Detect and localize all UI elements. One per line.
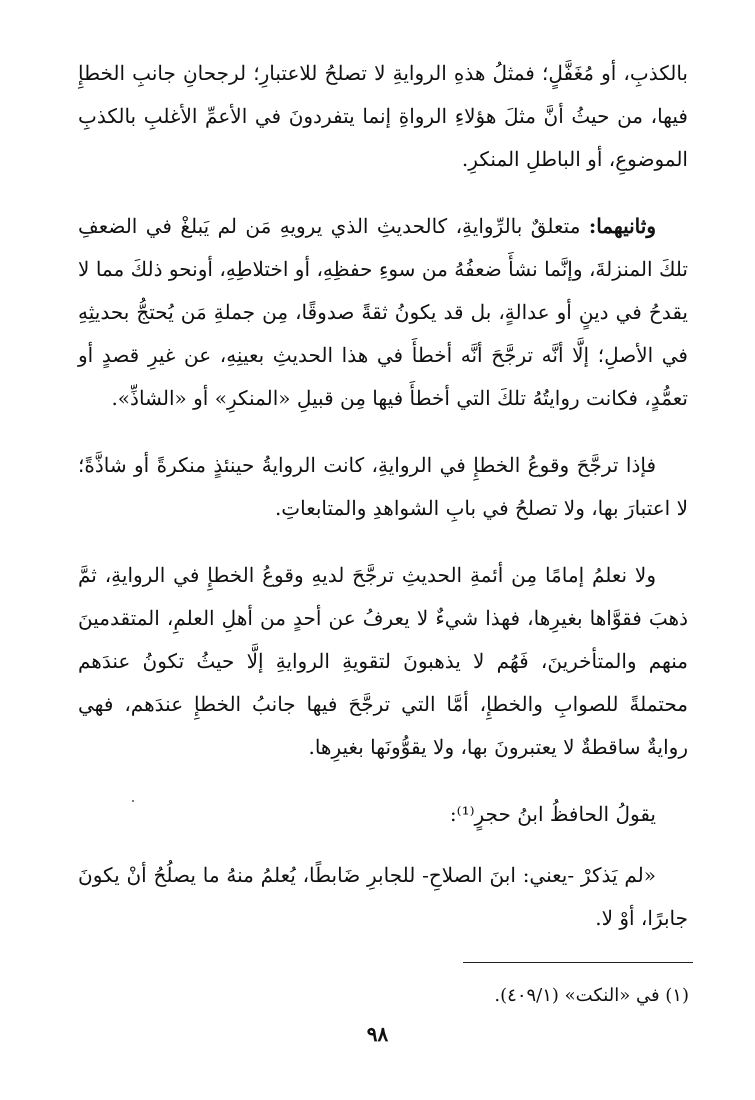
paragraph-1: بالكذبِ، أو مُغَفَّلٍ؛ فمثلُ هذهِ الروايةِ لا تصلحُ للاعتبارِ؛ لرجحانِ جانبِ الخطإِ فيها، من حيثُ أنَّ مثلَ هؤلاءِ الرواةِ إنما يتفردونَ في الأعمِّ الأغلبِ بالكذبِ الموضوعِ، أو الباطلِ المنكرِ.: [78, 61, 688, 171]
paragraph-2: [78, 205, 688, 420]
paragraph-2-lead: وثانيهما:: [588, 214, 656, 238]
paragraph-4: ولا نعلمُ إمامًا مِن أئمةِ الحديثِ ترجَّحَ لديهِ وقوعُ الخطإِ في الروايةِ، ثمَّ ذهبَ فقوَّاها بغيرِها، فهذا شيءٌ لا يعرفُ عن أحدٍ من أهلِ العلمِ، المتقدمينَ منهم والمتأخرينَ، فَهُم لا يذهبونَ لتقويةِ الروايةِ إلَّا حيثُ تكونُ عندَهم محتملةً للصوابِ والخطإِ، أمَّا التي ترجَّحَ فيها جانبُ الخطإِ عندَهم، فهي روايةٌ ساقطةٌ لا يعتبرونَ بها، ولا يقوُّونَها بغيرِها.: [78, 563, 688, 759]
paragraph-3: فإذا ترجَّحَ وقوعُ الخطإِ في الروايةِ، كانت الروايةُ حينئذٍ منكرةً أو شاذَّةً؛ لا اعتبارَ بها، ولا تصلحُ في بابِ الشواهدِ والمتابعاتِ.: [78, 453, 688, 520]
paragraph-6: «لم يَذكرْ -يعني: ابنَ الصلاحِ- للجابرِ ضَابطًا، يُعلمُ منهُ ما يصلُحُ أنْ يكونَ جابرًا، أوْ لا.: [78, 863, 688, 930]
page-number: ٩٨: [366, 1022, 389, 1046]
main-text: [78, 52, 688, 964]
footnote: (١) في «النكت» (٤٠٩/١).: [494, 985, 689, 1006]
print-speck: [132, 800, 134, 802]
footnote-divider: [463, 962, 693, 963]
paragraph-2-body: متعلقٌ بالرِّوايةِ، كالحديثِ الذي يرويهِ مَن لم يَبلغْ في الضعفِ تلكَ المنزلةَ، وإنَّما نشأَ ضعفُهُ من سوءِ حفظِهِ، أو اختلاطِهِ، أونحو ذلكَ مما لا يقدحُ في دينٍ أو عدالةٍ، بل قد يكونُ ثقةً صدوقًا، مِن جملةِ مَن يُحتجُّ بحديثِهِ في الأصلِ؛ إلَّا أنَّه ترجَّحَ أنَّه أخطأَ في هذا الحديثِ بعينِهِ، عن غيرِ قصدٍ أو تعمُّدٍ، فكانت روايتُهُ تلكَ التي أخطأَ فيها مِن قبيلِ «المنكرِ» أو «الشاذِّ».: [78, 214, 688, 410]
paragraph-5: يقولُ الحافظُ ابنُ حجرٍ⁽¹⁾:: [449, 802, 656, 826]
